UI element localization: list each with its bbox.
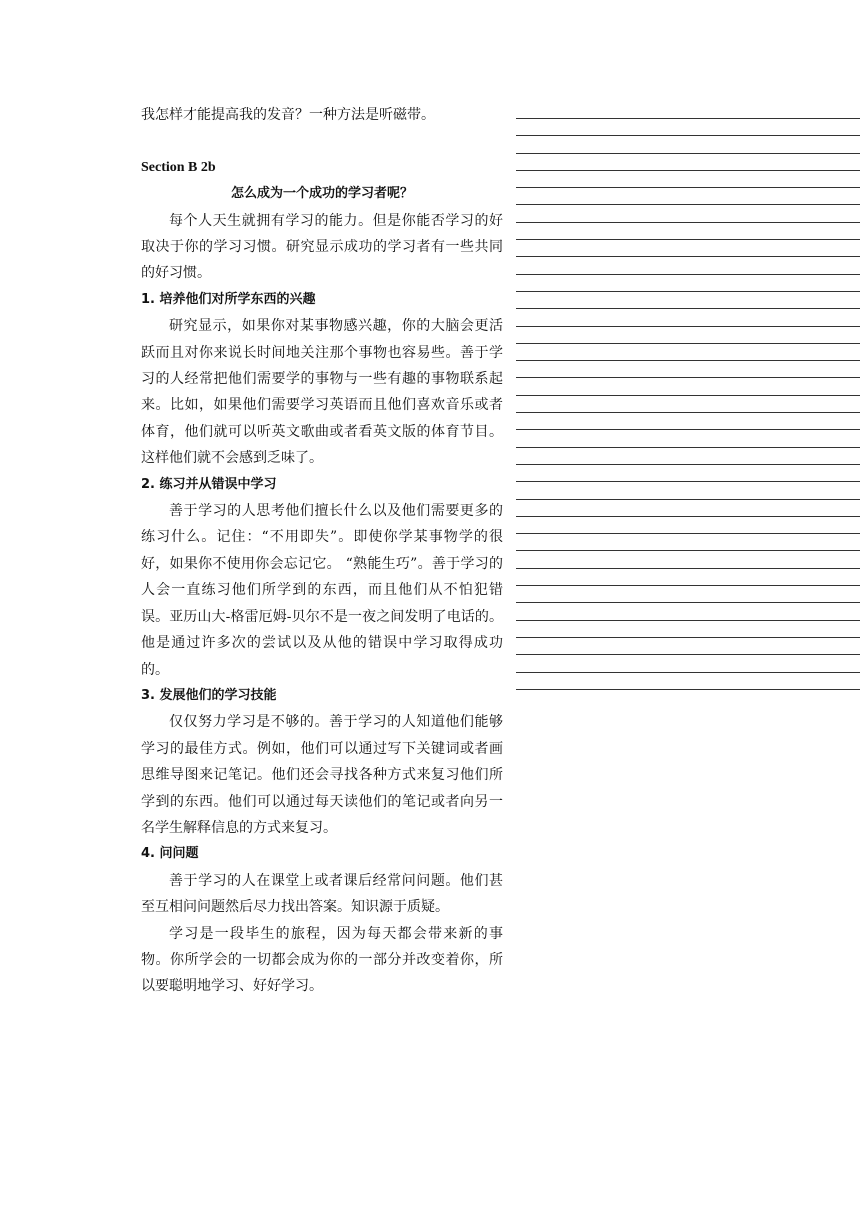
section-paragraph-3: 仅仅努力学习是不够的。善于学习的人知道他们能够学习的最佳方式。例如，他们可以通过写下关键词或者画思维导图来记笔记。他们还会寻找各种方式来复习他们所学到的东西。他们可以通过每天读他们的笔记或者向另一名学生解释信息的方式来复习。	[141, 714, 503, 836]
writing-line	[516, 153, 860, 154]
writing-line	[516, 412, 860, 413]
writing-line	[516, 291, 860, 292]
writing-line	[516, 274, 860, 275]
section-label: Section B 2b	[141, 159, 216, 175]
writing-line	[516, 343, 860, 344]
writing-line	[516, 620, 860, 621]
section-heading-3: 3. 发展他们的学习技能	[141, 687, 277, 703]
closing-paragraph: 学习是一段毕生的旅程，因为每天都会带来新的事物。你所学会的一切都会成为你的一部分并改变着你，所以要聪明地学习、好好学习。	[141, 925, 503, 995]
writing-line	[516, 239, 860, 240]
writing-line	[516, 516, 860, 517]
writing-line	[516, 429, 860, 430]
writing-line	[516, 568, 860, 569]
writing-line	[516, 672, 860, 673]
writing-line	[516, 689, 860, 690]
article-title: 怎么成为一个成功的学习者呢？	[230, 186, 413, 202]
writing-line	[516, 308, 860, 309]
writing-line	[516, 550, 860, 551]
writing-line	[516, 170, 860, 171]
writing-lines-area	[516, 118, 860, 706]
writing-line	[516, 395, 860, 396]
section-heading-2: 2. 练习并从错误中学习	[141, 476, 277, 492]
section-heading-1: 1. 培养他们对所学东西的兴趣	[141, 291, 316, 307]
writing-line	[516, 135, 860, 136]
writing-line	[516, 222, 860, 223]
writing-line	[516, 464, 860, 465]
writing-line	[516, 377, 860, 378]
writing-line	[516, 360, 860, 361]
main-text-column	[141, 102, 503, 1000]
writing-line	[516, 602, 860, 603]
writing-line	[516, 204, 860, 205]
writing-line	[516, 585, 860, 586]
writing-line	[516, 637, 860, 638]
writing-line	[516, 326, 860, 327]
writing-line	[516, 187, 860, 188]
writing-line	[516, 481, 860, 482]
writing-line	[516, 499, 860, 500]
section-paragraph-2: 善于学习的人思考他们擅长什么以及他们需要更多的练习什么。记住：“不用即失”。即使你学某事物学的很好，如果你不使用你会忘记它。 “熟能生巧”。善于学习的人会一直练习他们所学到的东西，而且他们从不怕犯错误。亚历山大-格雷厄姆-贝尔不是一夜之间发明了电话的。他是通过许多次的尝试以及从他的错误中学习取得成功的。	[141, 503, 503, 678]
section-paragraph-1: 研究显示，如果你对某事物感兴趣，你的大脑会更活跃而且对你来说长时间地关注那个事物也容易些。善于学习的人经常把他们需要学的事物与一些有趣的事物联系起来。比如，如果他们需要学习英语而且他们喜欢音乐或者体育，他们就可以听英文歌曲或者看英文版的体育节目。这样他们就不会感到乏味了。	[141, 318, 503, 467]
writing-line	[516, 654, 860, 655]
intro-paragraph: 每个人天生就拥有学习的能力。但是你能否学习的好取决于你的学习习惯。研究显示成功的学习者有一些共同的好习惯。	[141, 212, 503, 282]
section-heading-4: 4. 问问题	[141, 846, 199, 862]
writing-line	[516, 533, 860, 534]
blank-line	[141, 128, 503, 154]
intro-line: 我怎样才能提高我的发音？一种方法是听磁带。	[141, 107, 435, 123]
section-paragraph-4: 善于学习的人在课堂上或者课后经常问问题。他们甚至互相问问题然后尽力找出答案。知识源于质疑。	[141, 872, 503, 916]
writing-line	[516, 447, 860, 448]
writing-line	[516, 256, 860, 257]
writing-line	[516, 118, 860, 119]
